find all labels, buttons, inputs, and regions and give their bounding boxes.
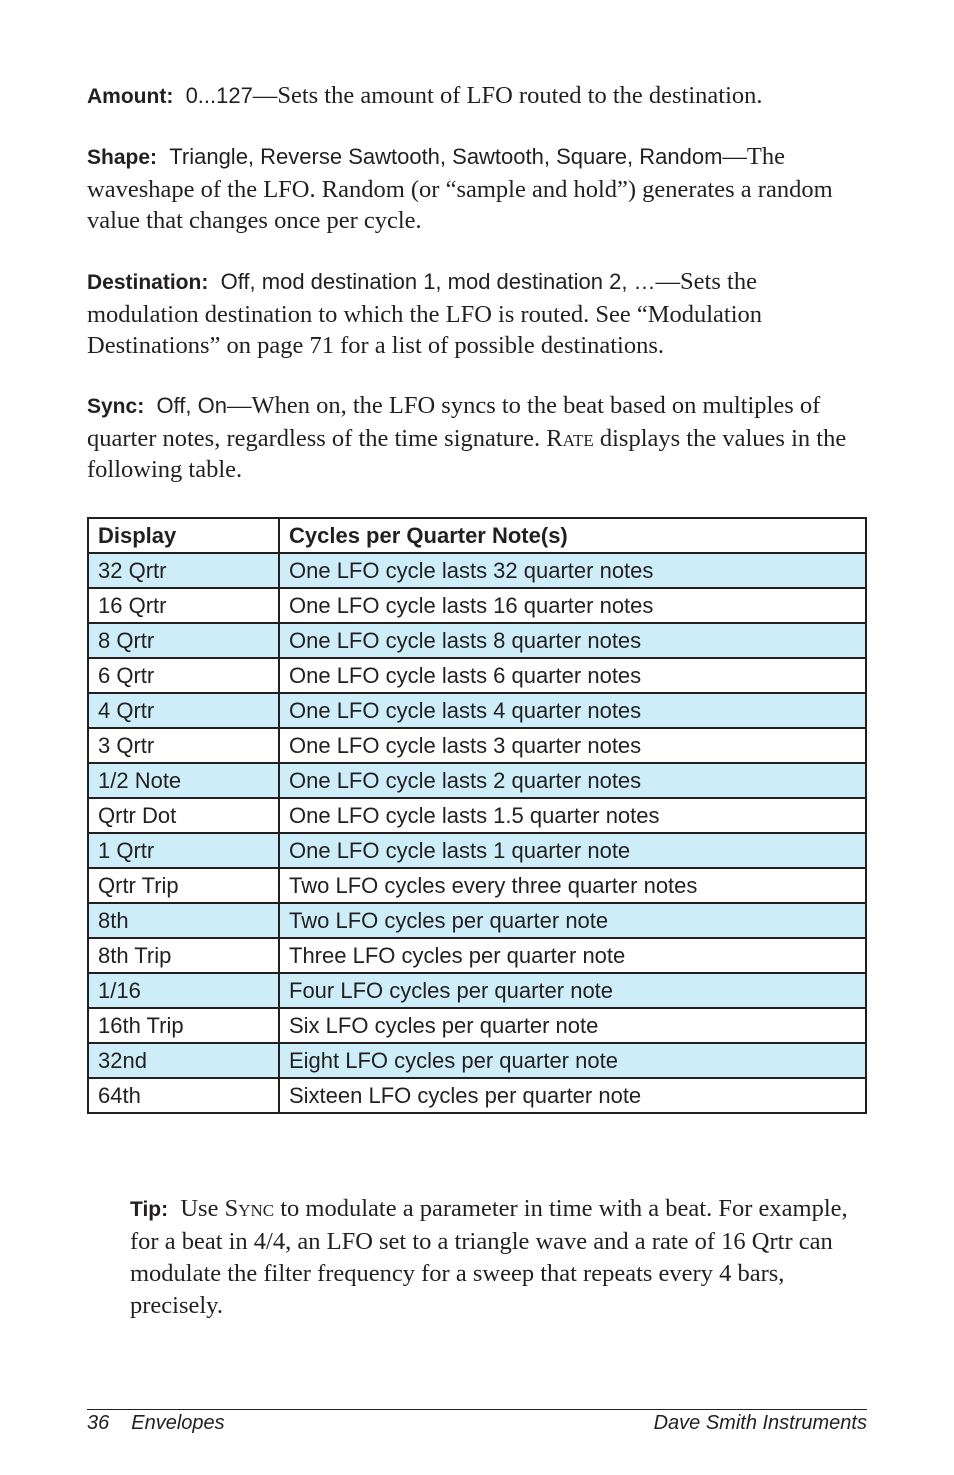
tip-text-start: Use bbox=[180, 1195, 219, 1222]
shape-description: The waveshape of the LFO. Random (or “sample and hold”) generates a random value that changes once per cycle. bbox=[87, 143, 833, 234]
section-name: Envelopes bbox=[131, 1412, 225, 1434]
publisher-name: Dave Smith Instruments bbox=[653, 1412, 867, 1434]
table-row bbox=[88, 658, 866, 693]
sync-description-start: When on, the LFO syncs to the beat based on multiples of quarter notes, regardless of the time signature. bbox=[87, 392, 821, 452]
destination-values: Off, mod destination 1, mod destination 2, … bbox=[220, 269, 656, 294]
table-row bbox=[88, 763, 866, 798]
sync-description-end: displays the values in the following table. bbox=[87, 424, 847, 483]
tip-note bbox=[130, 1193, 870, 1322]
destination-description: Sets the modulation destination to which the LFO is routed. See “Modulation Destinations” on page 71 for a list of possible destinations. bbox=[87, 268, 763, 359]
cycles-cell: One LFO cycle lasts 1 quarter note bbox=[279, 833, 866, 868]
table-row bbox=[88, 973, 866, 1008]
display-cell: Qrtr Trip bbox=[88, 868, 279, 903]
table-row bbox=[88, 938, 866, 973]
cycles-cell: One LFO cycle lasts 1.5 quarter notes bbox=[279, 798, 866, 833]
destination-label: Destination: bbox=[87, 271, 209, 294]
display-cell: 4 Qrtr bbox=[88, 693, 279, 728]
cycles-cell: One LFO cycle lasts 32 quarter notes bbox=[279, 553, 866, 588]
shape-parameter: Shape: Triangle, Reverse Sawtooth, Sawtooth, Square, Random—The waveshape of the LFO. Random (or “sample and hold”) generates a random value that changes once per cycle. bbox=[87, 143, 833, 234]
display-cell: 32nd bbox=[88, 1043, 279, 1078]
cycles-cell: One LFO cycle lasts 2 quarter notes bbox=[279, 763, 866, 798]
sync-label: Sync: bbox=[87, 395, 145, 418]
table-row bbox=[88, 553, 866, 588]
cycles-cell: Six LFO cycles per quarter note bbox=[279, 1008, 866, 1043]
cycles-cell: One LFO cycle lasts 4 quarter notes bbox=[279, 693, 866, 728]
table-row bbox=[88, 728, 866, 763]
display-cell: 6 Qrtr bbox=[88, 658, 279, 693]
tip-text-end: to modulate a parameter in time with a beat. For example, for a beat in 4/4, an LFO set to a triangle wave and a rate of 16 Qrtr can modulate the filter frequency for a sweep that repeats every 4 bars, precisely. bbox=[130, 1195, 848, 1319]
footer-divider bbox=[87, 1409, 867, 1410]
display-cell: 64th bbox=[88, 1078, 279, 1113]
page-number: 36 bbox=[87, 1412, 110, 1434]
table-row bbox=[88, 833, 866, 868]
column-header-cycles: Cycles per Quarter Note(s) bbox=[279, 518, 866, 553]
cycles-cell: Eight LFO cycles per quarter note bbox=[279, 1043, 866, 1078]
display-cell: 1/2 Note bbox=[88, 763, 279, 798]
cycles-cell: Four LFO cycles per quarter note bbox=[279, 973, 866, 1008]
tip-label: Tip: bbox=[130, 1198, 169, 1221]
column-header-display: Display bbox=[88, 518, 279, 553]
cycles-cell: One LFO cycle lasts 6 quarter notes bbox=[279, 658, 866, 693]
table-row bbox=[88, 868, 866, 903]
rate-parameter-name: Rate bbox=[546, 424, 594, 452]
amount-label: Amount: bbox=[87, 85, 174, 108]
table-row bbox=[88, 693, 866, 728]
display-cell: 16 Qrtr bbox=[88, 588, 279, 623]
table-row bbox=[88, 588, 866, 623]
table-header-row bbox=[88, 518, 866, 553]
destination-parameter: Destination: Off, mod destination 1, mod destination 2, …—Sets the modulation destination to which the LFO is routed. See “Modulation Destinations” on page 71 for a list of possible destinations. bbox=[87, 268, 763, 359]
cycles-cell: Two LFO cycles every three quarter notes bbox=[279, 868, 866, 903]
display-cell: 8th bbox=[88, 903, 279, 938]
cycles-cell: Sixteen LFO cycles per quarter note bbox=[279, 1078, 866, 1113]
display-cell: 8 Qrtr bbox=[88, 623, 279, 658]
cycles-cell: Two LFO cycles per quarter note bbox=[279, 903, 866, 938]
display-cell: 1 Qrtr bbox=[88, 833, 279, 868]
cycles-cell: One LFO cycle lasts 3 quarter notes bbox=[279, 728, 866, 763]
sync-rate-table bbox=[87, 517, 867, 1114]
table-row bbox=[88, 798, 866, 833]
table-row bbox=[88, 623, 866, 658]
shape-label: Shape: bbox=[87, 146, 158, 169]
table-row bbox=[88, 1078, 866, 1113]
footer-left bbox=[87, 1412, 225, 1435]
shape-values: Triangle, Reverse Sawtooth, Sawtooth, Square, Random bbox=[169, 144, 723, 169]
cycles-cell: One LFO cycle lasts 8 quarter notes bbox=[279, 623, 866, 658]
table-row bbox=[88, 1008, 866, 1043]
display-cell: 8th Trip bbox=[88, 938, 279, 973]
display-cell: 16th Trip bbox=[88, 1008, 279, 1043]
display-cell: 1/16 bbox=[88, 973, 279, 1008]
page-footer bbox=[87, 1412, 867, 1435]
table-row bbox=[88, 1043, 866, 1078]
cycles-cell: One LFO cycle lasts 16 quarter notes bbox=[279, 588, 866, 623]
sync-parameter: Sync: Off, On—When on, the LFO syncs to the beat based on multiples of quarter notes, regardless of the time signature. Rate displays the values in the following table. bbox=[87, 392, 847, 483]
sync-parameter-name: Sync bbox=[224, 1195, 275, 1222]
amount-parameter: Amount: 0...127—Sets the amount of LFO routed to the destination. bbox=[87, 82, 763, 109]
display-cell: Qrtr Dot bbox=[88, 798, 279, 833]
sync-values: Off, On bbox=[156, 393, 227, 418]
cycles-cell: Three LFO cycles per quarter note bbox=[279, 938, 866, 973]
display-cell: 32 Qrtr bbox=[88, 553, 279, 588]
amount-values: 0...127 bbox=[185, 83, 253, 108]
table-row bbox=[88, 903, 866, 938]
display-cell: 3 Qrtr bbox=[88, 728, 279, 763]
amount-description: Sets the amount of LFO routed to the destination. bbox=[277, 82, 763, 109]
